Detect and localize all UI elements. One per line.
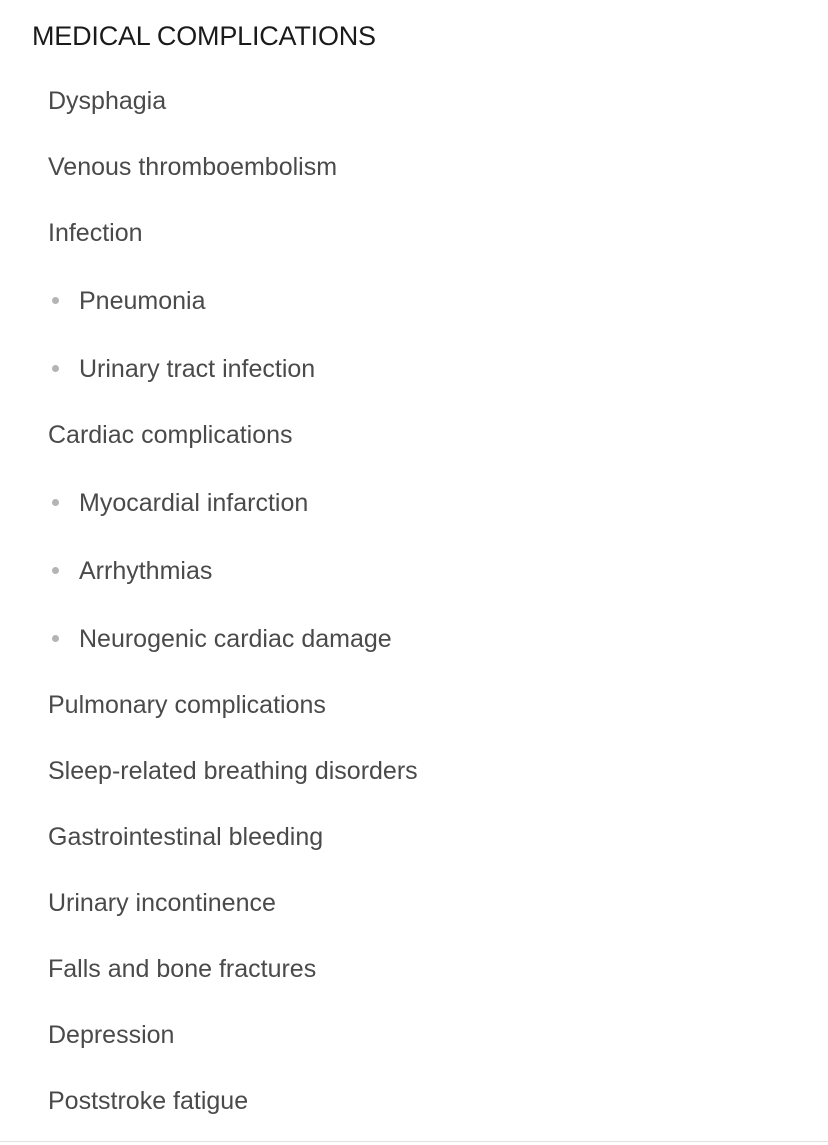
bullet-icon (52, 365, 59, 372)
list-item-label: Pneumonia (79, 287, 206, 315)
list-item-label: Infection (48, 219, 143, 247)
list-item-label: Arrhythmias (79, 557, 213, 585)
list-item-label: Myocardial infarction (79, 489, 309, 517)
list-item-arrhythmias[interactable] (52, 554, 212, 588)
list-item-neurogenic-cardiac-damage[interactable] (52, 622, 392, 656)
list-item-label: Falls and bone fractures (48, 955, 317, 983)
list-item-depression[interactable] (48, 1018, 174, 1052)
list-item-cardiac-complications[interactable] (48, 418, 293, 452)
list-item-dysphagia[interactable] (48, 84, 166, 118)
list-item-label: Urinary incontinence (48, 889, 276, 917)
list-item-label: Dysphagia (48, 87, 167, 115)
list-item-poststroke-fatigue[interactable] (48, 1084, 248, 1118)
list-item-label: Neurogenic cardiac damage (79, 625, 392, 653)
list-item-venous-thromboembolism[interactable] (48, 150, 337, 184)
bullet-icon (52, 567, 59, 574)
bullet-icon (52, 297, 59, 304)
list-item-label: Pulmonary complications (48, 691, 326, 719)
list-item-pulmonary-complications[interactable] (48, 688, 326, 722)
list-item-falls-and-bone-fractures[interactable] (48, 952, 316, 986)
list-item-label: Sleep-related breathing disorders (48, 757, 418, 785)
bottom-divider (0, 1141, 828, 1142)
list-item-sleep-related-breathing-disorders[interactable] (48, 754, 418, 788)
list-item-label: Poststroke fatigue (48, 1087, 249, 1115)
list-item-infection[interactable] (48, 216, 143, 250)
list-item-myocardial-infarction[interactable] (52, 486, 308, 520)
list-item-label: Depression (48, 1021, 175, 1049)
list-item-label: Urinary tract infection (79, 355, 316, 383)
list-item-label: Gastrointestinal bleeding (48, 823, 324, 851)
list-item-urinary-tract-infection[interactable] (52, 352, 315, 386)
section-title: MEDICAL COMPLICATIONS (32, 21, 376, 51)
list-item-pneumonia[interactable] (52, 284, 205, 318)
bullet-icon (52, 499, 59, 506)
list-item-urinary-incontinence[interactable] (48, 886, 276, 920)
bullet-icon (52, 635, 59, 642)
list-item-label: Venous thromboembolism (48, 153, 338, 181)
list-item-gastrointestinal-bleeding[interactable] (48, 820, 323, 854)
list-item-label: Cardiac complications (48, 421, 293, 449)
